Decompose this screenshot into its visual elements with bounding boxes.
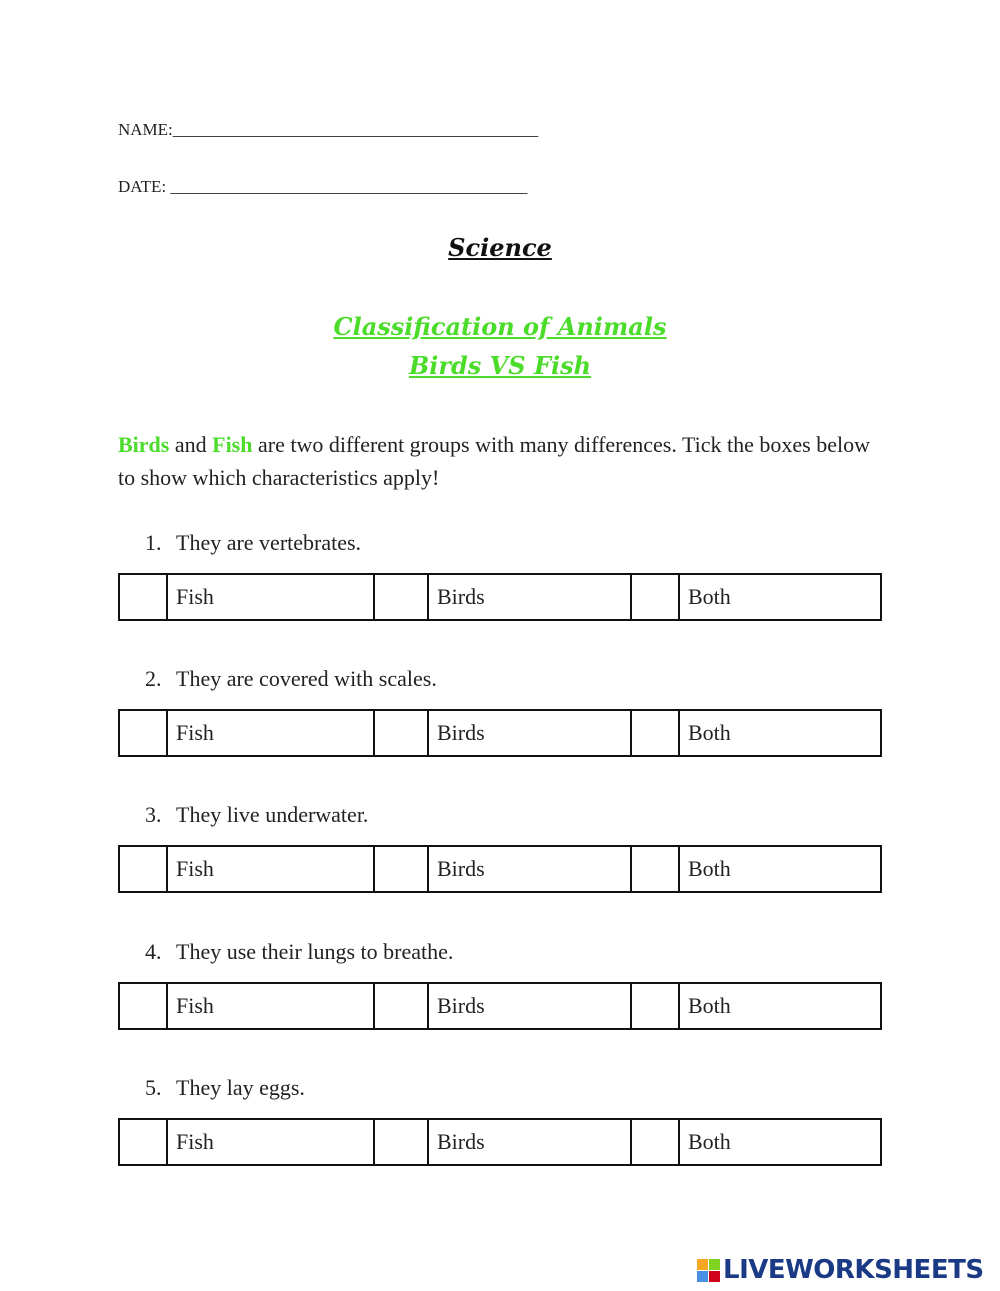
question-number: 5. bbox=[145, 1075, 162, 1100]
both-option-label: Both bbox=[679, 983, 881, 1029]
birds-option-label: Birds bbox=[428, 574, 631, 620]
fish-option-label: Fish bbox=[167, 710, 374, 756]
logo-blocks-icon bbox=[697, 1259, 720, 1282]
fish-checkbox[interactable] bbox=[119, 846, 167, 892]
question-1 bbox=[145, 530, 361, 556]
question-text: They use their lungs to breathe. bbox=[176, 939, 454, 964]
birds-option-label: Birds bbox=[428, 710, 631, 756]
intro-and-word: and bbox=[169, 432, 213, 457]
question-text: They are covered with scales. bbox=[176, 666, 437, 691]
question-number: 4. bbox=[145, 939, 162, 964]
subject-heading: Science bbox=[448, 233, 552, 262]
worksheet-subtitle: Birds VS Fish bbox=[408, 351, 592, 380]
birds-option-label: Birds bbox=[428, 846, 631, 892]
fish-option-label: Fish bbox=[167, 1119, 374, 1165]
question-2 bbox=[145, 666, 437, 692]
answer-row-3 bbox=[118, 845, 882, 893]
both-option-label: Both bbox=[679, 574, 881, 620]
both-option-label: Both bbox=[679, 1119, 881, 1165]
question-3 bbox=[145, 802, 368, 828]
birds-checkbox[interactable] bbox=[374, 710, 428, 756]
both-checkbox[interactable] bbox=[631, 710, 679, 756]
fish-checkbox[interactable] bbox=[119, 574, 167, 620]
intro-rest-text: are two different groups with many differences. Tick the boxes below to show which characteristics apply! bbox=[118, 432, 870, 490]
liveworksheets-logo bbox=[697, 1255, 984, 1285]
birds-checkbox[interactable] bbox=[374, 983, 428, 1029]
both-option-label: Both bbox=[679, 710, 881, 756]
answer-row-2 bbox=[118, 709, 882, 757]
question-4 bbox=[145, 939, 453, 965]
fish-option-label: Fish bbox=[167, 846, 374, 892]
worksheet-title: Classification of Animals bbox=[333, 312, 667, 341]
date-field[interactable]: DATE: __________________________________________ bbox=[118, 177, 528, 196]
birds-checkbox[interactable] bbox=[374, 1119, 428, 1165]
birds-checkbox[interactable] bbox=[374, 846, 428, 892]
birds-option-label: Birds bbox=[428, 983, 631, 1029]
both-checkbox[interactable] bbox=[631, 983, 679, 1029]
both-checkbox[interactable] bbox=[631, 574, 679, 620]
both-option-label: Both bbox=[679, 846, 881, 892]
fish-checkbox[interactable] bbox=[119, 983, 167, 1029]
birds-checkbox[interactable] bbox=[374, 574, 428, 620]
both-checkbox[interactable] bbox=[631, 1119, 679, 1165]
question-number: 2. bbox=[145, 666, 162, 691]
birds-option-label: Birds bbox=[428, 1119, 631, 1165]
question-text: They are vertebrates. bbox=[176, 530, 362, 555]
question-number: 3. bbox=[145, 802, 162, 827]
question-number: 1. bbox=[145, 530, 162, 555]
fish-checkbox[interactable] bbox=[119, 710, 167, 756]
answer-row-5 bbox=[118, 1118, 882, 1166]
name-field[interactable]: NAME:___________________________________________ bbox=[118, 120, 539, 139]
question-5 bbox=[145, 1075, 305, 1101]
fish-option-label: Fish bbox=[167, 574, 374, 620]
fish-option-label: Fish bbox=[167, 983, 374, 1029]
question-text: They lay eggs. bbox=[176, 1075, 305, 1100]
instructions-paragraph bbox=[118, 428, 888, 494]
question-text: They live underwater. bbox=[176, 802, 369, 827]
intro-fish-word: Fish bbox=[212, 432, 253, 457]
brand-name: LIVEWORKSHEETS bbox=[723, 1255, 984, 1285]
answer-row-4 bbox=[118, 982, 882, 1030]
both-checkbox[interactable] bbox=[631, 846, 679, 892]
fish-checkbox[interactable] bbox=[119, 1119, 167, 1165]
intro-birds-word: Birds bbox=[118, 432, 170, 457]
answer-row-1 bbox=[118, 573, 882, 621]
